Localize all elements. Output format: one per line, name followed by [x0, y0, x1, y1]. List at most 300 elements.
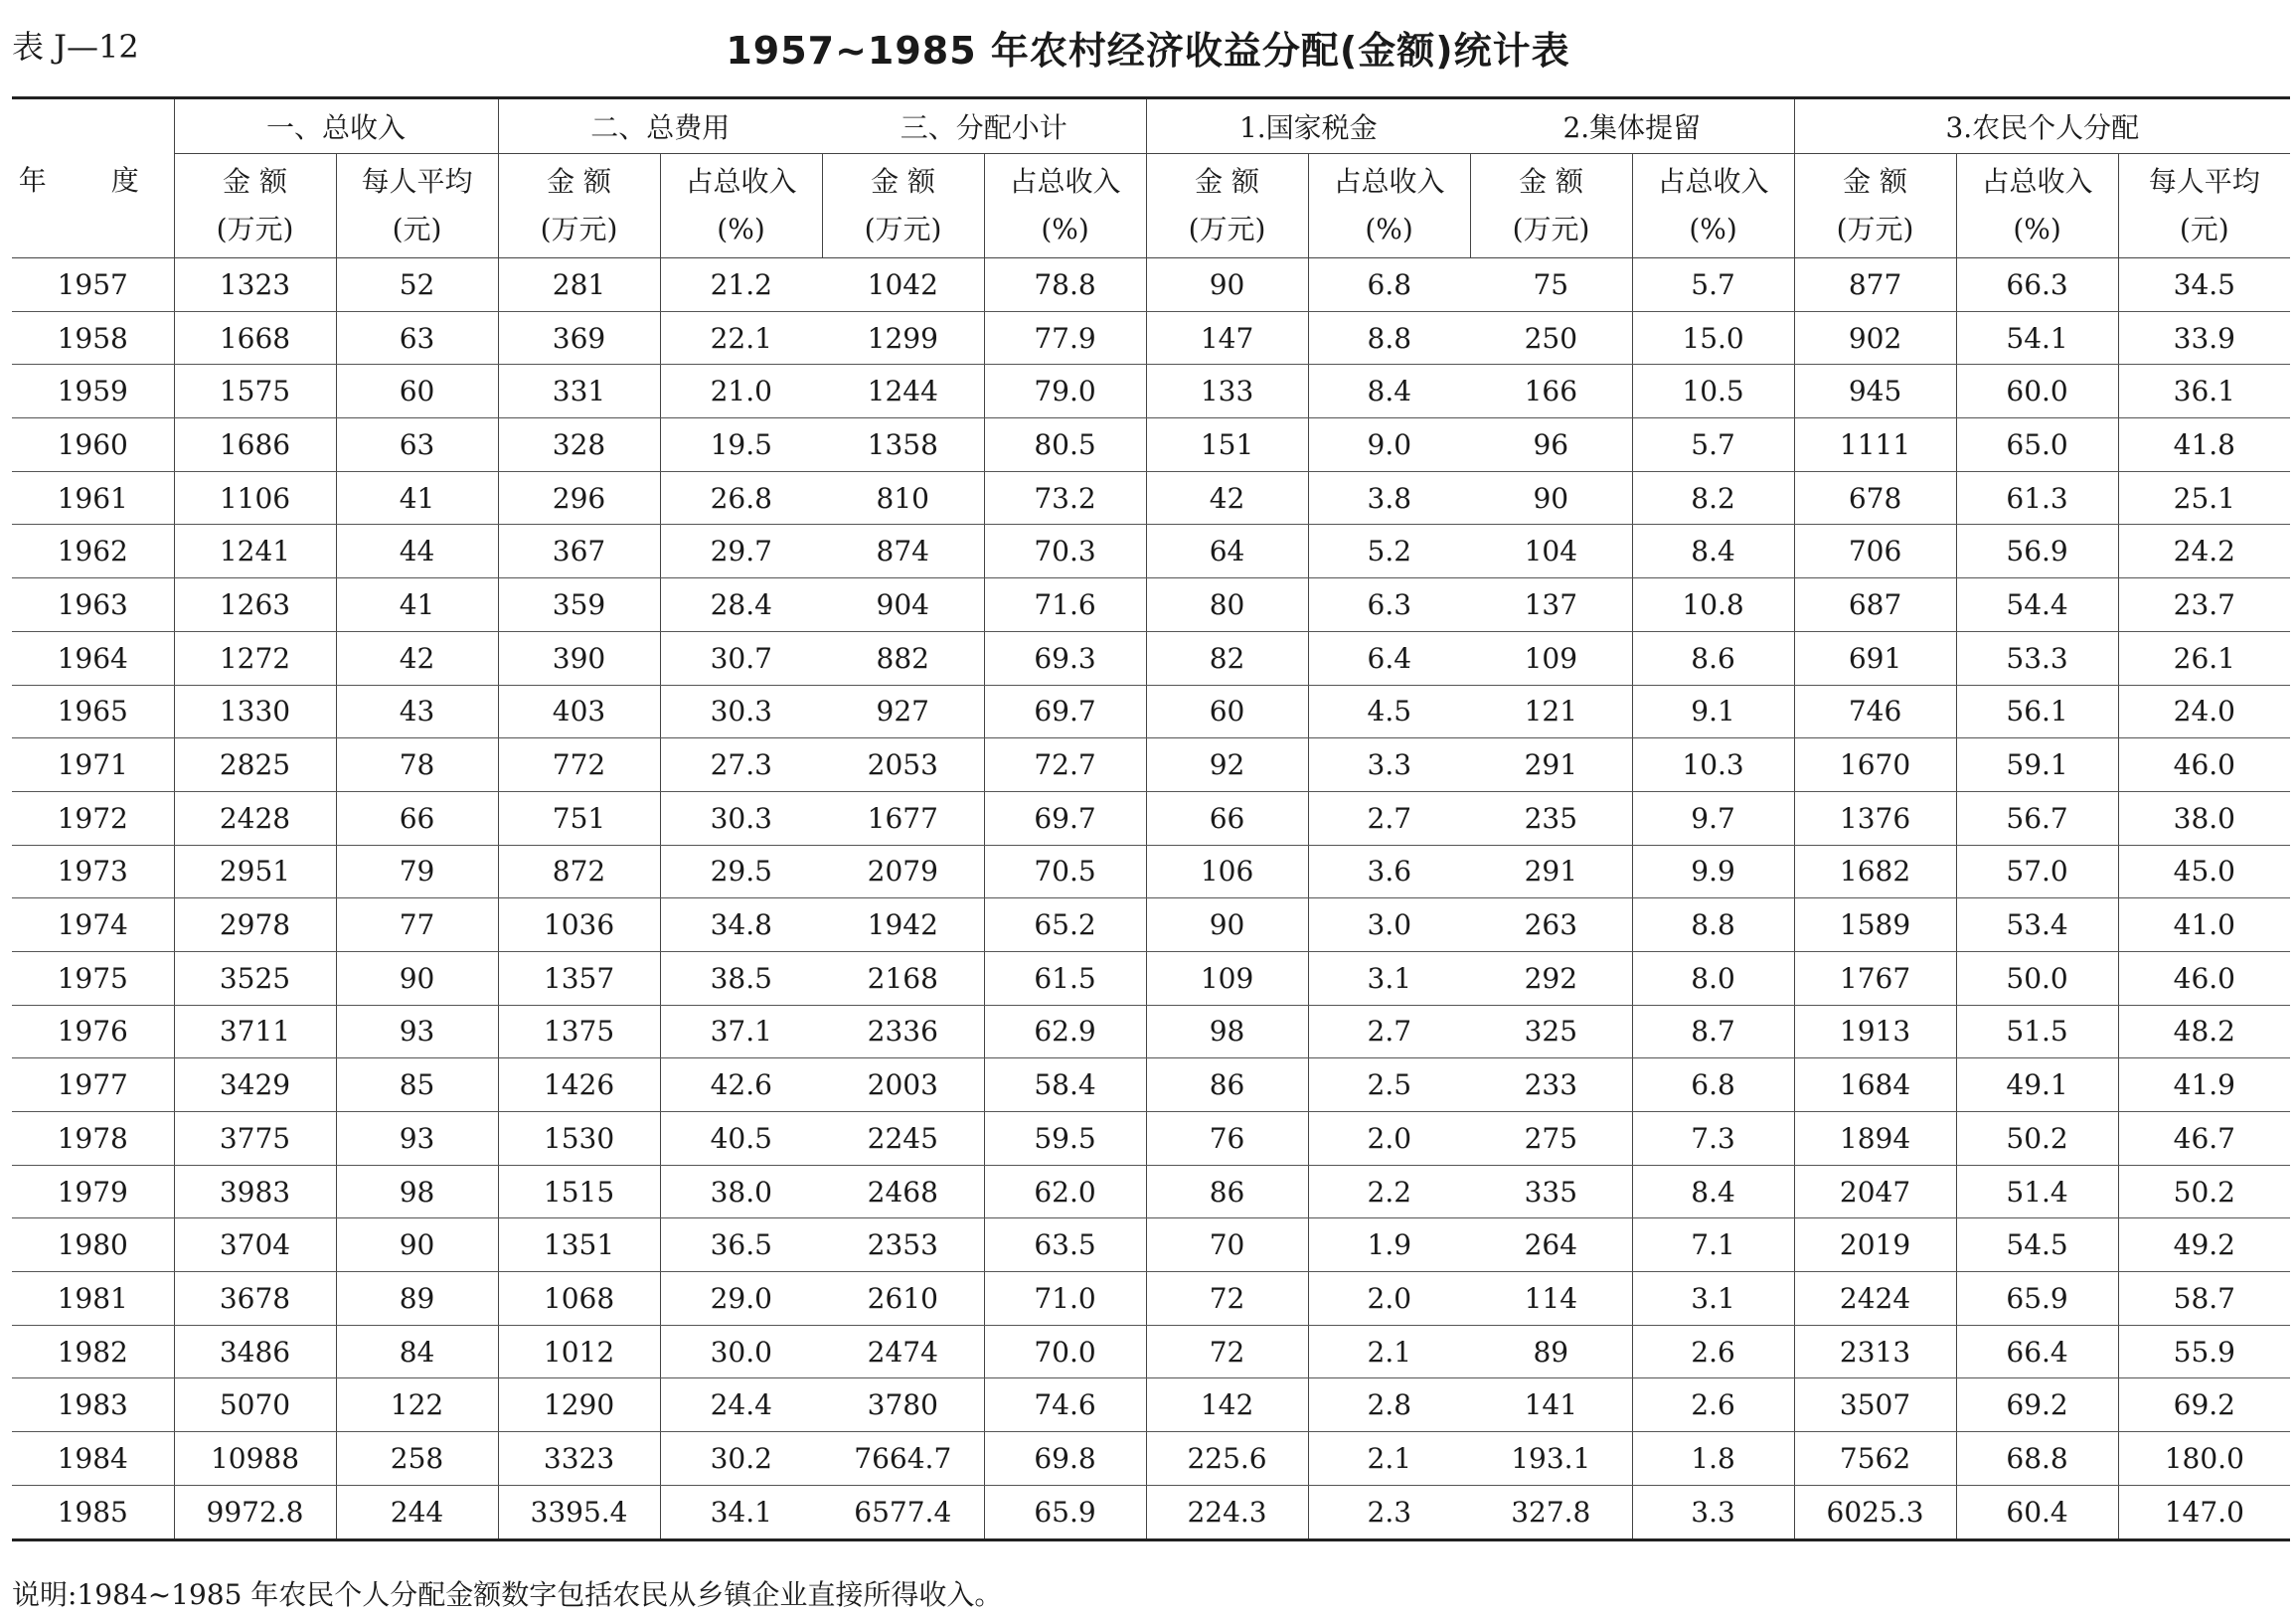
value-cell: 42 [1146, 471, 1308, 525]
value-cell: 233 [1470, 1058, 1632, 1112]
year-cell: 1980 [12, 1218, 174, 1272]
value-cell: 63.5 [984, 1218, 1146, 1272]
value-cell: 90 [336, 1218, 498, 1272]
value-cell: 85 [336, 1058, 498, 1112]
value-cell: 76 [1146, 1112, 1308, 1166]
value-cell: 42 [336, 631, 498, 685]
year-cell: 1985 [57, 1495, 128, 1529]
column-header-unit: (万元) [1512, 213, 1590, 245]
value-cell: 8.4 [1308, 365, 1470, 418]
value-cell: 2168 [822, 951, 984, 1005]
year-cell: 1961 [12, 471, 174, 525]
value-cell: 10.5 [1632, 365, 1794, 418]
value-cell: 1426 [498, 1058, 660, 1112]
value-cell: 3.1 [1632, 1272, 1794, 1326]
value-cell: 90 [1470, 471, 1632, 525]
value-cell: 41.9 [2118, 1058, 2290, 1112]
value-cell: 1913 [1794, 1005, 1956, 1058]
value-cell: 3704 [174, 1218, 336, 1272]
value-cell: 3678 [174, 1272, 336, 1326]
value-cell: 19.5 [660, 418, 822, 472]
value-cell: 79.0 [984, 365, 1146, 418]
value-cell: 44 [336, 525, 498, 578]
value-cell: 2.7 [1308, 791, 1470, 845]
year-cell: 1975 [12, 951, 174, 1005]
year-cell: 1964 [12, 631, 174, 685]
value-cell: 6.4 [1308, 631, 1470, 685]
value-cell: 8.4 [1632, 1165, 1794, 1218]
value-cell: 1111 [1794, 418, 1956, 472]
value-cell: 54.1 [1956, 311, 2118, 365]
value-cell: 89 [336, 1272, 498, 1326]
value-cell: 1290 [498, 1378, 660, 1432]
value-cell: 7562 [1794, 1432, 1956, 1486]
column-header-unit: (%) [717, 213, 765, 245]
value-cell: 41.8 [2118, 418, 2290, 472]
value-cell: 325 [1470, 1005, 1632, 1058]
column-header-label: 金 额 [223, 165, 287, 198]
column-header-unit: (万元) [1188, 213, 1266, 245]
value-cell: 30.7 [660, 631, 822, 685]
value-cell: 5070 [174, 1378, 336, 1432]
table-row [12, 685, 2290, 738]
value-cell: 2353 [822, 1218, 984, 1272]
value-cell: 65.0 [1956, 418, 2118, 472]
value-cell: 5.2 [1308, 525, 1470, 578]
value-cell: 281 [498, 258, 660, 312]
table-row [12, 898, 2290, 952]
value-cell: 38.5 [660, 951, 822, 1005]
column-header-label: 占总收入 [685, 165, 797, 198]
value-cell: 225.6 [1146, 1432, 1308, 1486]
value-cell: 53.4 [1956, 898, 2118, 952]
value-cell: 58.7 [2118, 1272, 2290, 1326]
table-row [12, 1165, 2290, 1218]
value-cell: 26.1 [2118, 631, 2290, 685]
value-cell: 1670 [1794, 738, 1956, 792]
column-header-unit: (万元) [216, 213, 294, 245]
value-cell: 59.5 [984, 1112, 1146, 1166]
value-cell: 2.3 [1308, 1485, 1470, 1539]
value-cell: 66 [336, 791, 498, 845]
value-cell: 21.2 [660, 258, 822, 312]
year-cell: 1959 [12, 365, 174, 418]
value-cell: 41 [336, 471, 498, 525]
table-row [12, 1378, 2290, 1432]
value-cell: 65.2 [984, 898, 1146, 952]
table-row [12, 1005, 2290, 1058]
value-cell: 30.0 [660, 1325, 822, 1378]
year-cell: 1973 [12, 845, 174, 898]
value-cell: 874 [822, 525, 984, 578]
value-cell: 46.0 [2118, 738, 2290, 792]
value-cell: 224.3 [1146, 1485, 1308, 1539]
value-cell: 59.1 [1956, 738, 2118, 792]
column-header-unit: (万元) [1836, 213, 1914, 245]
value-cell: 104 [1470, 525, 1632, 578]
value-cell: 1351 [498, 1218, 660, 1272]
value-cell: 9.0 [1308, 418, 1470, 472]
value-cell: 8.2 [1632, 471, 1794, 525]
value-cell: 369 [498, 311, 660, 365]
value-cell: 46.0 [2118, 951, 2290, 1005]
value-cell: 403 [498, 685, 660, 738]
column-header-unit: (%) [1689, 213, 1737, 245]
value-cell: 2474 [822, 1325, 984, 1378]
value-cell: 36.1 [2118, 365, 2290, 418]
column-header-label: 金 额 [871, 165, 935, 198]
header-row-units [12, 154, 2290, 258]
value-cell: 904 [822, 578, 984, 632]
value-cell: 43 [336, 685, 498, 738]
value-cell: 64 [1146, 525, 1308, 578]
table-row [12, 1325, 2290, 1378]
column-header-unit: (%) [1041, 213, 1089, 245]
column-header-unit: (%) [1365, 213, 1413, 245]
value-cell: 2.6 [1632, 1325, 1794, 1378]
value-cell: 2053 [822, 738, 984, 792]
value-cell: 57.0 [1956, 845, 2118, 898]
value-cell: 10.8 [1632, 578, 1794, 632]
table-row [12, 738, 2290, 792]
column-header-unit: (万元) [540, 213, 618, 245]
value-cell: 263 [1470, 898, 1632, 952]
value-cell: 2336 [822, 1005, 984, 1058]
column-header-label: 每人平均 [2148, 165, 2260, 198]
value-cell: 331 [498, 365, 660, 418]
value-cell: 70 [1146, 1218, 1308, 1272]
value-cell: 5.7 [1632, 258, 1794, 312]
value-cell: 2.7 [1308, 1005, 1470, 1058]
table-row [12, 578, 2290, 632]
value-cell: 2.0 [1308, 1112, 1470, 1166]
value-cell: 34.1 [660, 1485, 822, 1539]
value-cell: 258 [336, 1432, 498, 1486]
value-cell: 78 [336, 738, 498, 792]
value-cell: 29.0 [660, 1272, 822, 1326]
value-cell: 5.7 [1632, 418, 1794, 472]
value-cell: 147 [1146, 311, 1308, 365]
value-cell: 73.2 [984, 471, 1146, 525]
value-cell: 86 [1146, 1165, 1308, 1218]
statistics-table [12, 96, 2290, 1541]
value-cell: 41.0 [2118, 898, 2290, 952]
column-header [660, 154, 822, 258]
value-cell: 36.5 [660, 1218, 822, 1272]
value-cell: 21.0 [660, 365, 822, 418]
value-cell: 70.0 [984, 1325, 1146, 1378]
page-title: 1957~1985 年农村经济收益分配(金额)统计表 [726, 29, 1570, 73]
value-cell: 1106 [174, 471, 336, 525]
value-cell: 2468 [822, 1165, 984, 1218]
value-cell: 3395.4 [498, 1485, 660, 1539]
column-header-label: 占总收入 [1657, 165, 1769, 198]
value-cell: 77.9 [984, 311, 1146, 365]
value-cell: 2.5 [1308, 1058, 1470, 1112]
value-cell: 56.9 [1956, 525, 2118, 578]
value-cell: 7.1 [1632, 1218, 1794, 1272]
value-cell: 2951 [174, 845, 336, 898]
column-header-label: 占总收入 [1009, 165, 1121, 198]
value-cell: 29.5 [660, 845, 822, 898]
value-cell: 70.5 [984, 845, 1146, 898]
value-cell: 882 [822, 631, 984, 685]
year-cell: 1960 [12, 418, 174, 472]
column-header [1146, 154, 1308, 258]
value-cell: 291 [1470, 845, 1632, 898]
value-cell: 2245 [822, 1112, 984, 1166]
value-cell: 96 [1470, 418, 1632, 472]
table-row [12, 1432, 2290, 1486]
value-cell: 3775 [174, 1112, 336, 1166]
value-cell: 1530 [498, 1112, 660, 1166]
value-cell: 49.2 [2118, 1218, 2290, 1272]
value-cell: 61.5 [984, 951, 1146, 1005]
value-cell: 2978 [174, 898, 336, 952]
column-header-label: 占总收入 [1981, 165, 2093, 198]
value-cell: 55.9 [2118, 1325, 2290, 1378]
value-cell: 3.6 [1308, 845, 1470, 898]
value-cell: 291 [1470, 738, 1632, 792]
column-header-unit: (元) [2179, 213, 2229, 245]
value-cell: 10.3 [1632, 738, 1794, 792]
value-cell: 84 [336, 1325, 498, 1378]
value-cell: 68.8 [1956, 1432, 2118, 1486]
value-cell: 3.1 [1308, 951, 1470, 1005]
table-row [12, 951, 2290, 1005]
value-cell: 50.2 [2118, 1165, 2290, 1218]
value-cell: 142 [1146, 1378, 1308, 1432]
year-cell: 1982 [12, 1325, 174, 1378]
group-header-collective-retention: 2.集体提留 [1470, 98, 1794, 154]
value-cell: 52 [336, 258, 498, 312]
value-cell: 60.4 [1956, 1485, 2118, 1539]
value-cell: 250 [1470, 311, 1632, 365]
value-cell: 49.1 [1956, 1058, 2118, 1112]
value-cell: 3983 [174, 1165, 336, 1218]
value-cell: 69.7 [984, 685, 1146, 738]
value-cell: 8.8 [1308, 311, 1470, 365]
table-row [12, 365, 2290, 418]
value-cell: 3780 [822, 1378, 984, 1432]
value-cell: 706 [1794, 525, 1956, 578]
value-cell: 24.0 [2118, 685, 2290, 738]
value-cell: 1272 [174, 631, 336, 685]
value-cell: 71.6 [984, 578, 1146, 632]
year-cell: 1965 [12, 685, 174, 738]
value-cell: 751 [498, 791, 660, 845]
year-cell: 1963 [12, 578, 174, 632]
value-cell: 51.4 [1956, 1165, 2118, 1218]
value-cell: 8.4 [1632, 525, 1794, 578]
value-cell: 1241 [174, 525, 336, 578]
value-cell: 66.3 [1956, 258, 2118, 312]
value-cell: 69.2 [2118, 1378, 2290, 1432]
value-cell: 2.6 [1632, 1378, 1794, 1432]
value-cell: 6.3 [1308, 578, 1470, 632]
value-cell: 327.8 [1511, 1495, 1591, 1529]
table-row [12, 1112, 2290, 1166]
value-cell: 72 [1146, 1325, 1308, 1378]
value-cell: 80 [1146, 578, 1308, 632]
value-cell: 3.3 [1308, 738, 1470, 792]
value-cell: 69.2 [1956, 1378, 2118, 1432]
value-cell: 193.1 [1470, 1432, 1632, 1486]
table-row [12, 258, 2290, 312]
value-cell: 335 [1470, 1165, 1632, 1218]
value-cell: 80.5 [984, 418, 1146, 472]
column-header [1632, 154, 1794, 258]
value-cell: 90 [1146, 258, 1308, 312]
value-cell: 2079 [822, 845, 984, 898]
value-cell: 137 [1470, 578, 1632, 632]
column-header [984, 154, 1146, 258]
value-cell: 58.4 [984, 1058, 1146, 1112]
value-cell: 60.0 [1956, 365, 2118, 418]
table-row [12, 1058, 2290, 1112]
year-cell: 1962 [12, 525, 174, 578]
value-cell: 93 [336, 1005, 498, 1058]
column-header-label: 金 额 [1195, 165, 1259, 198]
value-cell: 69.3 [984, 631, 1146, 685]
value-cell: 367 [498, 525, 660, 578]
value-cell: 42.6 [660, 1058, 822, 1112]
value-cell: 2019 [1794, 1218, 1956, 1272]
table-row [12, 471, 2290, 525]
value-cell: 74.6 [984, 1378, 1146, 1432]
value-cell: 3.3 [1632, 1485, 1794, 1539]
value-cell: 3.0 [1308, 898, 1470, 952]
value-cell: 2825 [174, 738, 336, 792]
year-cell: 1984 [12, 1432, 174, 1486]
value-cell: 3507 [1794, 1378, 1956, 1432]
value-cell: 1299 [822, 311, 984, 365]
value-cell: 133 [1146, 365, 1308, 418]
year-cell: 1977 [12, 1058, 174, 1112]
value-cell: 4.5 [1308, 685, 1470, 738]
value-cell: 7.3 [1632, 1112, 1794, 1166]
value-cell: 2.1 [1308, 1432, 1470, 1486]
value-cell: 1357 [498, 951, 660, 1005]
column-header [336, 154, 498, 258]
value-cell: 390 [498, 631, 660, 685]
column-header [822, 154, 984, 258]
value-cell: 1677 [822, 791, 984, 845]
value-cell: 54.5 [1956, 1218, 2118, 1272]
value-cell: 147.0 [2118, 1485, 2290, 1539]
value-cell: 63 [336, 418, 498, 472]
value-cell: 60 [336, 365, 498, 418]
header-row-groups [12, 98, 2290, 154]
value-cell: 122 [336, 1378, 498, 1432]
value-cell: 15.0 [1632, 311, 1794, 365]
year-cell: 1976 [12, 1005, 174, 1058]
column-header [2118, 154, 2290, 258]
value-cell: 3323 [498, 1432, 660, 1486]
value-cell: 92 [1146, 738, 1308, 792]
value-cell: 3429 [174, 1058, 336, 1112]
value-cell: 1668 [174, 311, 336, 365]
value-cell: 180.0 [2118, 1432, 2290, 1486]
value-cell: 62.0 [984, 1165, 1146, 1218]
value-cell: 30.3 [660, 685, 822, 738]
column-header-unit: (%) [2013, 213, 2061, 245]
value-cell: 141 [1470, 1378, 1632, 1432]
table-code: 表 J—12 [12, 28, 139, 66]
value-cell: 66 [1146, 791, 1308, 845]
group-header-total-income: 一、总收入 [174, 98, 498, 154]
value-cell: 2.0 [1308, 1272, 1470, 1326]
value-cell: 359 [498, 578, 660, 632]
value-cell: 1.9 [1308, 1218, 1470, 1272]
year-cell: 1974 [12, 898, 174, 952]
value-cell: 235 [1470, 791, 1632, 845]
value-cell: 1942 [822, 898, 984, 952]
value-cell: 26.8 [660, 471, 822, 525]
column-header [1308, 154, 1470, 258]
value-cell: 89 [1470, 1325, 1632, 1378]
value-cell: 810 [822, 471, 984, 525]
value-cell: 61.3 [1956, 471, 2118, 525]
value-cell: 34.5 [2118, 258, 2290, 312]
value-cell: 30.3 [660, 791, 822, 845]
value-cell: 23.7 [2118, 578, 2290, 632]
value-cell: 50.0 [1956, 951, 2118, 1005]
value-cell: 60 [1146, 685, 1308, 738]
value-cell: 3.8 [1308, 471, 1470, 525]
table-row [12, 525, 2290, 578]
value-cell: 1036 [498, 898, 660, 952]
column-header-label: 金 额 [547, 165, 611, 198]
value-cell: 66.4 [1956, 1325, 2118, 1378]
value-cell: 244 [336, 1485, 498, 1539]
value-cell: 691 [1794, 631, 1956, 685]
value-cell: 79 [336, 845, 498, 898]
value-cell: 2428 [174, 791, 336, 845]
value-cell: 8.7 [1632, 1005, 1794, 1058]
value-cell: 3525 [174, 951, 336, 1005]
value-cell: 8.8 [1632, 898, 1794, 952]
value-cell: 678 [1794, 471, 1956, 525]
value-cell: 1323 [174, 258, 336, 312]
year-cell: 1983 [12, 1378, 174, 1432]
value-cell: 902 [1794, 311, 1956, 365]
value-cell: 1515 [498, 1165, 660, 1218]
value-cell: 151 [1146, 418, 1308, 472]
value-cell: 2610 [822, 1272, 984, 1326]
year-cell: 1972 [12, 791, 174, 845]
value-cell: 10988 [174, 1432, 336, 1486]
value-cell: 29.7 [660, 525, 822, 578]
footnote: 说明:1984~1985 年农民个人分配金额数字包括农民从乡镇企业直接所得收入。 [12, 1578, 1003, 1611]
value-cell: 2.8 [1308, 1378, 1470, 1432]
value-cell: 34.8 [660, 898, 822, 952]
value-cell: 50.2 [1956, 1112, 2118, 1166]
value-cell: 70.3 [984, 525, 1146, 578]
value-cell: 25.1 [2118, 471, 2290, 525]
value-cell: 2424 [1794, 1272, 1956, 1326]
value-cell: 121 [1470, 685, 1632, 738]
value-cell: 86 [1146, 1058, 1308, 1112]
value-cell: 62.9 [984, 1005, 1146, 1058]
value-cell: 1684 [1794, 1058, 1956, 1112]
value-cell: 275 [1470, 1112, 1632, 1166]
value-cell: 33.9 [2118, 311, 2290, 365]
value-cell: 1068 [498, 1272, 660, 1326]
value-cell: 71.0 [984, 1272, 1146, 1326]
value-cell: 22.1 [660, 311, 822, 365]
column-header [174, 154, 336, 258]
